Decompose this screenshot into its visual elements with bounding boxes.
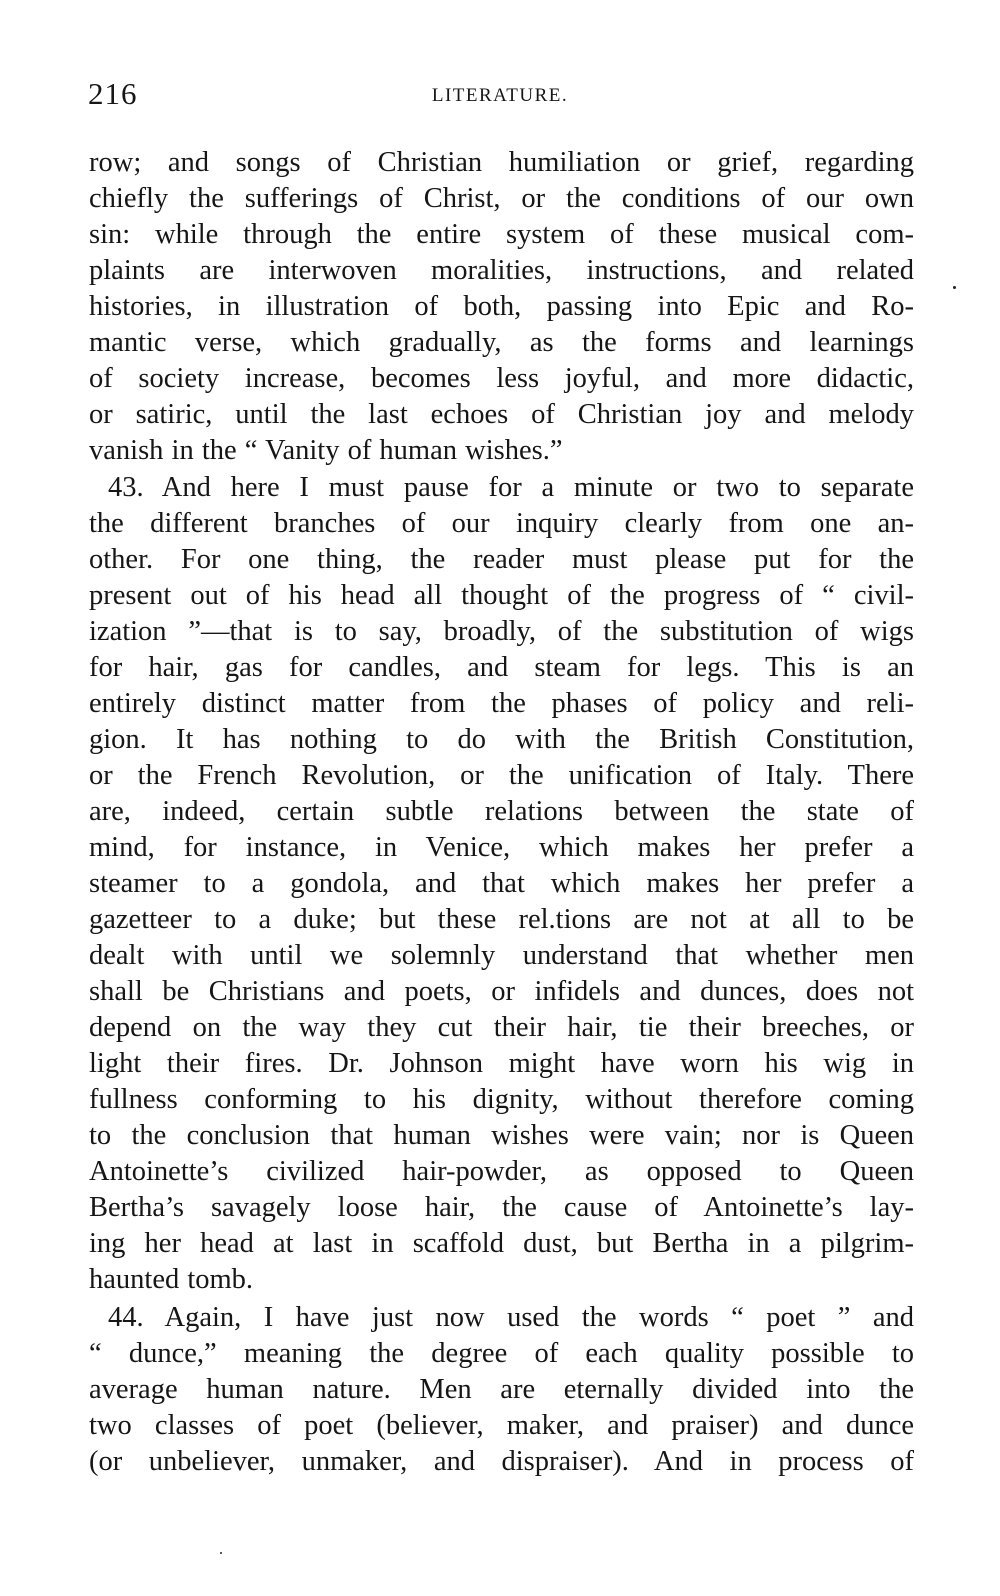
text-line: plaints are interwoven moralities, instructions, and related (89, 255, 914, 286)
text-line: of society increase, becomes less joyful, and more didactic, (89, 363, 914, 394)
text-line: “ dunce,” meaning the degree of each quality possible to (89, 1338, 914, 1369)
text-line: gazetteer to a duke; but these rel.tions are not at all to be (89, 904, 914, 935)
text-line: the different branches of our inquiry clearly from one an- (89, 508, 914, 539)
scan-speck (220, 1552, 222, 1554)
text-line: sin: while through the entire system of these musical com- (89, 219, 914, 250)
text-line: chiefly the sufferings of Christ, or the conditions of our own (89, 183, 914, 214)
text-line: two classes of poet (believer, maker, and praiser) and dunce (89, 1410, 914, 1441)
text-line: or satiric, until the last echoes of Christian joy and melody (89, 399, 914, 430)
text-line: shall be Christians and poets, or infidels and dunces, does not (89, 976, 914, 1007)
text-line: steamer to a gondola, and that which makes her prefer a (89, 868, 914, 899)
page-number: 216 (88, 76, 138, 111)
text-line: dealt with until we solemnly understand that whether men (89, 940, 914, 971)
text-line: gion. It has nothing to do with the British Constitution, (89, 724, 914, 755)
text-line: other. For one thing, the reader must please put for the (89, 544, 914, 575)
text-line: fullness conforming to his dignity, without therefore coming (89, 1084, 914, 1115)
text-line: mind, for instance, in Venice, which makes her prefer a (89, 832, 914, 863)
text-line: are, indeed, certain subtle relations between the state of (89, 796, 914, 827)
text-line: vanish in the “ Vanity of human wishes.” (89, 435, 563, 466)
text-line: average human nature. Men are eternally divided into the (89, 1374, 914, 1405)
text-line: histories, in illustration of both, passing into Epic and Ro- (89, 291, 914, 322)
text-line: haunted tomb. (89, 1264, 254, 1295)
text-line: mantic verse, which gradually, as the forms and learnings (89, 327, 914, 358)
text-line: entirely distinct matter from the phases of policy and reli- (89, 688, 914, 719)
text-line: Antoinette’s civilized hair-powder, as opposed to Queen (89, 1156, 914, 1187)
text-line: row; and songs of Christian humiliation or grief, regarding (89, 147, 914, 178)
text-line: 43. And here I must pause for a minute or two to separate (108, 472, 914, 503)
text-line: light their fires. Dr. Johnson might have worn his wig in (89, 1048, 914, 1079)
text-line: (or unbeliever, unmaker, and dispraiser). And in process of (89, 1446, 914, 1477)
text-line: depend on the way they cut their hair, tie their breeches, or (89, 1012, 914, 1043)
text-line: ization ”—that is to say, broadly, of the substitution of wigs (89, 616, 914, 647)
text-line: to the conclusion that human wishes were vain; nor is Queen (89, 1120, 914, 1151)
text-line: present out of his head all thought of the progress of “ civil- (89, 580, 914, 611)
text-line: or the French Revolution, or the unification of Italy. There (89, 760, 914, 791)
text-line: Bertha’s savagely loose hair, the cause of Antoinette’s lay- (89, 1192, 914, 1223)
text-line: for hair, gas for candles, and steam for legs. This is an (89, 652, 914, 683)
text-line: ing her head at last in scaffold dust, but Bertha in a pilgrim- (89, 1228, 914, 1259)
running-head: LITERATURE. (431, 85, 569, 106)
scan-speck (953, 286, 956, 289)
text-line: 44. Again, I have just now used the words “ poet ” and (108, 1302, 914, 1333)
